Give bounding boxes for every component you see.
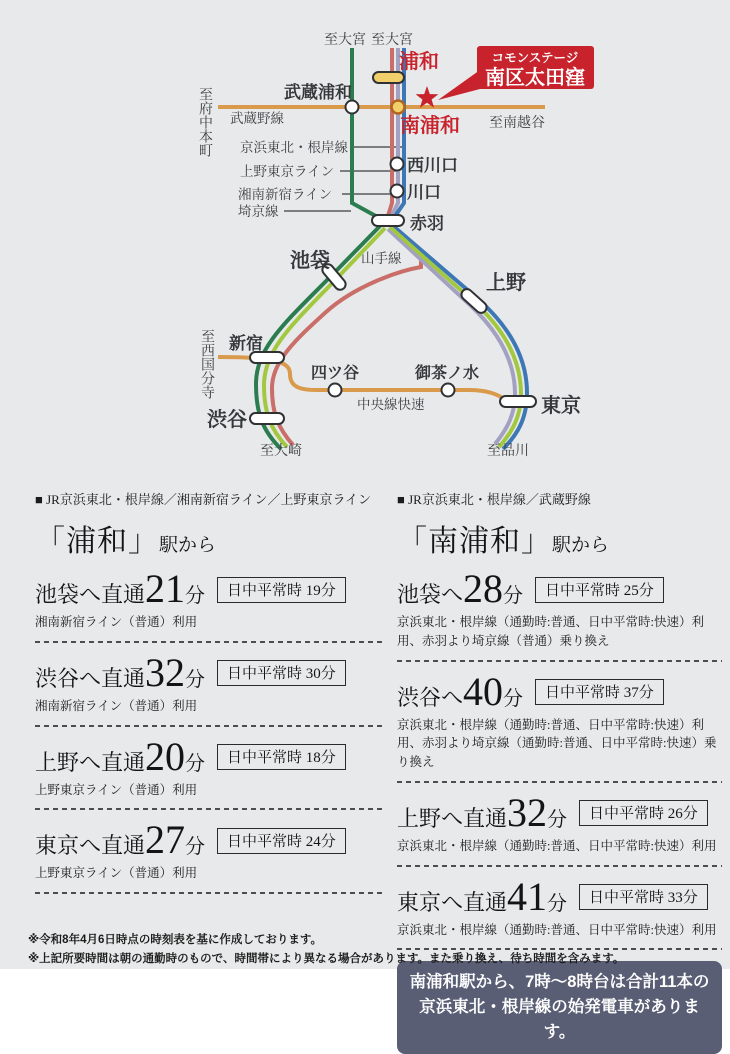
travel-entry bbox=[35, 817, 383, 894]
chuo-rapid-label: 中央線快速 bbox=[357, 397, 425, 412]
time-row bbox=[397, 566, 722, 611]
station-label-yotsuya: 四ツ谷 bbox=[311, 365, 360, 382]
station-label-akabane: 赤羽 bbox=[410, 214, 444, 233]
location-star-icon bbox=[416, 86, 439, 108]
destination-label: 東京へ直通 bbox=[397, 889, 508, 915]
station-marker-kawaguchi bbox=[391, 185, 404, 198]
urawa-station-heading bbox=[35, 516, 383, 560]
legend-ueno-tokyo: 上野東京ライン bbox=[240, 164, 335, 179]
time-row bbox=[35, 733, 383, 779]
destination-label: 上野へ直通 bbox=[397, 805, 508, 831]
station-label-ochanomizu: 御茶ノ水 bbox=[415, 365, 480, 382]
route-note: 上野東京ライン（普通）利用 bbox=[35, 866, 198, 881]
travel-entry bbox=[397, 566, 722, 662]
to-minami-koshigaya-label: 至南越谷 bbox=[489, 114, 545, 130]
minutes-unit: 分 bbox=[185, 752, 206, 775]
minutes-value: 32 bbox=[145, 649, 186, 695]
station-label-ikebukuro: 池袋 bbox=[290, 250, 330, 272]
musashino-line-label: 武蔵野線 bbox=[230, 111, 284, 126]
urawa-line-header: ■ JR京浜東北・根岸線／湘南新宿ライン／上野東京ライン bbox=[35, 492, 372, 507]
badge-project-label: 南区太田窪 bbox=[485, 67, 585, 89]
minutes-unit: 分 bbox=[547, 808, 568, 831]
destination-label: 池袋へ直通 bbox=[35, 582, 146, 607]
station-marker-akabane bbox=[372, 215, 404, 226]
station-marker-ochanomizu bbox=[442, 384, 455, 397]
to-fuchu-hommachi-label: 至府中本町 bbox=[198, 87, 214, 157]
route-note: 京浜東北・根岸線（通勤時:普通、日中平常時:快速）利用 bbox=[397, 838, 717, 853]
time-row bbox=[397, 668, 722, 714]
route-note: 湘南新宿ライン（普通）利用 bbox=[35, 615, 198, 629]
station-label-urawa: 浦和 bbox=[399, 51, 439, 73]
destination-label: 渋谷へ bbox=[397, 684, 464, 710]
badge-pointer bbox=[438, 70, 480, 100]
destination-label: 上野へ直通 bbox=[35, 749, 146, 775]
legend-keihin-tohoku: 京浜東北・根岸線 bbox=[240, 140, 348, 155]
minami-urawa-line-header: ■ JR京浜東北・根岸線／武蔵野線 bbox=[397, 492, 591, 507]
minutes-value: 32 bbox=[507, 789, 548, 835]
route-note: 京浜東北・根岸線（通勤時:普通、日中平常時:快速）利用 bbox=[397, 922, 717, 937]
badge-brand-label: コモンステージ bbox=[491, 51, 579, 65]
station-marker-urawa bbox=[373, 72, 404, 83]
route-note: 京浜東北・根岸線（通勤時:普通、日中平常時:快速）利用、赤羽より埼京線（普通）乗り換え bbox=[397, 615, 704, 648]
travel-entry bbox=[397, 789, 722, 867]
daytime-box: 日中平常時 19分 bbox=[217, 577, 346, 603]
minutes-unit: 分 bbox=[185, 836, 206, 859]
station-marker-tokyo bbox=[500, 396, 536, 407]
station-marker-shibuya bbox=[250, 413, 284, 424]
minutes-unit: 分 bbox=[185, 668, 206, 691]
dashed-divider bbox=[35, 641, 383, 643]
destination-label: 東京へ直通 bbox=[35, 833, 146, 859]
travel-entry bbox=[35, 733, 383, 811]
to-omiya-left-label: 至大宮 bbox=[324, 31, 366, 47]
time-row bbox=[35, 817, 383, 863]
minami-urawa-station-name: 「南浦和」 bbox=[397, 525, 552, 558]
station-label-nishi-kawaguchi: 西川口 bbox=[407, 156, 458, 175]
station-label-minami-urawa: 南浦和 bbox=[400, 115, 460, 137]
dashed-divider bbox=[397, 660, 722, 662]
travel-entry bbox=[35, 566, 383, 643]
destination-label: 渋谷へ直通 bbox=[35, 665, 146, 691]
station-label-musashi-urawa: 武蔵浦和 bbox=[284, 83, 352, 102]
station-marker-minami-urawa bbox=[392, 101, 405, 114]
first-train-highlight-box: 南浦和駅から、7時～8時台は合計11本の京浜東北・根岸線の始発電車があります。 bbox=[397, 961, 722, 1053]
to-shinagawa-label: 至品川 bbox=[487, 442, 529, 458]
station-marker-yotsuya bbox=[329, 384, 342, 397]
route-note: 湘南新宿ライン（普通）利用 bbox=[35, 698, 198, 713]
station-label-kawaguchi: 川口 bbox=[407, 183, 441, 202]
time-row bbox=[397, 873, 722, 919]
minutes-unit: 分 bbox=[547, 892, 568, 915]
footnote-line: ※上記所要時間は朝の通勤時のもので、時間帯により異なる場合があります。また乗り換え、待ち時間を含みます。 bbox=[28, 952, 625, 965]
time-row bbox=[35, 649, 383, 695]
daytime-box: 日中平常時 26分 bbox=[579, 800, 708, 826]
dashed-divider bbox=[397, 781, 722, 783]
legend-shonan-shinjuku: 湘南新宿ライン bbox=[238, 187, 333, 202]
yamanote-line-label: 山手線 bbox=[361, 251, 402, 266]
station-marker-nishi-kawaguchi bbox=[391, 158, 404, 171]
daytime-box: 日中平常時 37分 bbox=[535, 679, 664, 705]
station-label-shinjuku: 新宿 bbox=[229, 334, 263, 353]
minutes-value: 40 bbox=[463, 668, 504, 714]
to-omiya-right-label: 至大宮 bbox=[371, 31, 413, 47]
footnote-line: ※令和8年4月6日時点の時刻表を基に作成しております。 bbox=[28, 934, 322, 946]
minutes-value: 41 bbox=[507, 873, 548, 919]
minutes-unit: 分 bbox=[503, 687, 524, 710]
dashed-divider bbox=[35, 892, 383, 894]
daytime-box: 日中平常時 25分 bbox=[535, 577, 664, 603]
to-nishi-kokubunji-label: 至西国分寺 bbox=[200, 329, 216, 399]
minutes-value: 21 bbox=[145, 566, 186, 611]
time-row bbox=[35, 566, 383, 611]
time-row bbox=[397, 789, 722, 835]
minutes-unit: 分 bbox=[185, 585, 206, 607]
footnotes bbox=[28, 931, 624, 969]
daytime-box: 日中平常時 18分 bbox=[217, 744, 346, 770]
daytime-box: 日中平常時 33分 bbox=[579, 884, 708, 910]
destination-label: 池袋へ bbox=[397, 582, 464, 607]
minutes-unit: 分 bbox=[503, 585, 524, 607]
daytime-box: 日中平常時 24分 bbox=[217, 828, 346, 854]
dashed-divider bbox=[397, 865, 722, 867]
station-label-tokyo: 東京 bbox=[541, 395, 581, 417]
minami-urawa-station-suffix: 駅から bbox=[552, 535, 610, 556]
route-map bbox=[0, 0, 730, 478]
route-note: 上野東京ライン（普通）利用 bbox=[35, 782, 198, 797]
dashed-divider bbox=[35, 725, 383, 727]
travel-entry bbox=[35, 649, 383, 727]
legend-saikyo: 埼京線 bbox=[238, 204, 279, 219]
travel-entry bbox=[397, 668, 722, 783]
urawa-station-name: 「浦和」 bbox=[35, 525, 159, 558]
station-marker-musashi-urawa bbox=[346, 101, 359, 114]
station-label-ueno: 上野 bbox=[486, 272, 526, 294]
urawa-station-suffix: 駅から bbox=[159, 535, 217, 556]
route-note: 京浜東北・根岸線（通勤時:普通、日中平常時:快速）利用、赤羽より埼京線（通勤時:普通、日中平常時:快速）乗り換え bbox=[397, 717, 717, 769]
minutes-value: 28 bbox=[463, 566, 504, 611]
minutes-value: 20 bbox=[145, 733, 186, 779]
dashed-divider bbox=[35, 808, 383, 810]
station-label-shibuya: 渋谷 bbox=[207, 409, 247, 431]
daytime-box: 日中平常時 30分 bbox=[217, 660, 346, 686]
minutes-value: 27 bbox=[145, 817, 186, 863]
to-osaki-label: 至大崎 bbox=[260, 442, 302, 458]
station-marker-shinjuku bbox=[250, 352, 284, 363]
minami-urawa-station-heading bbox=[397, 516, 722, 560]
